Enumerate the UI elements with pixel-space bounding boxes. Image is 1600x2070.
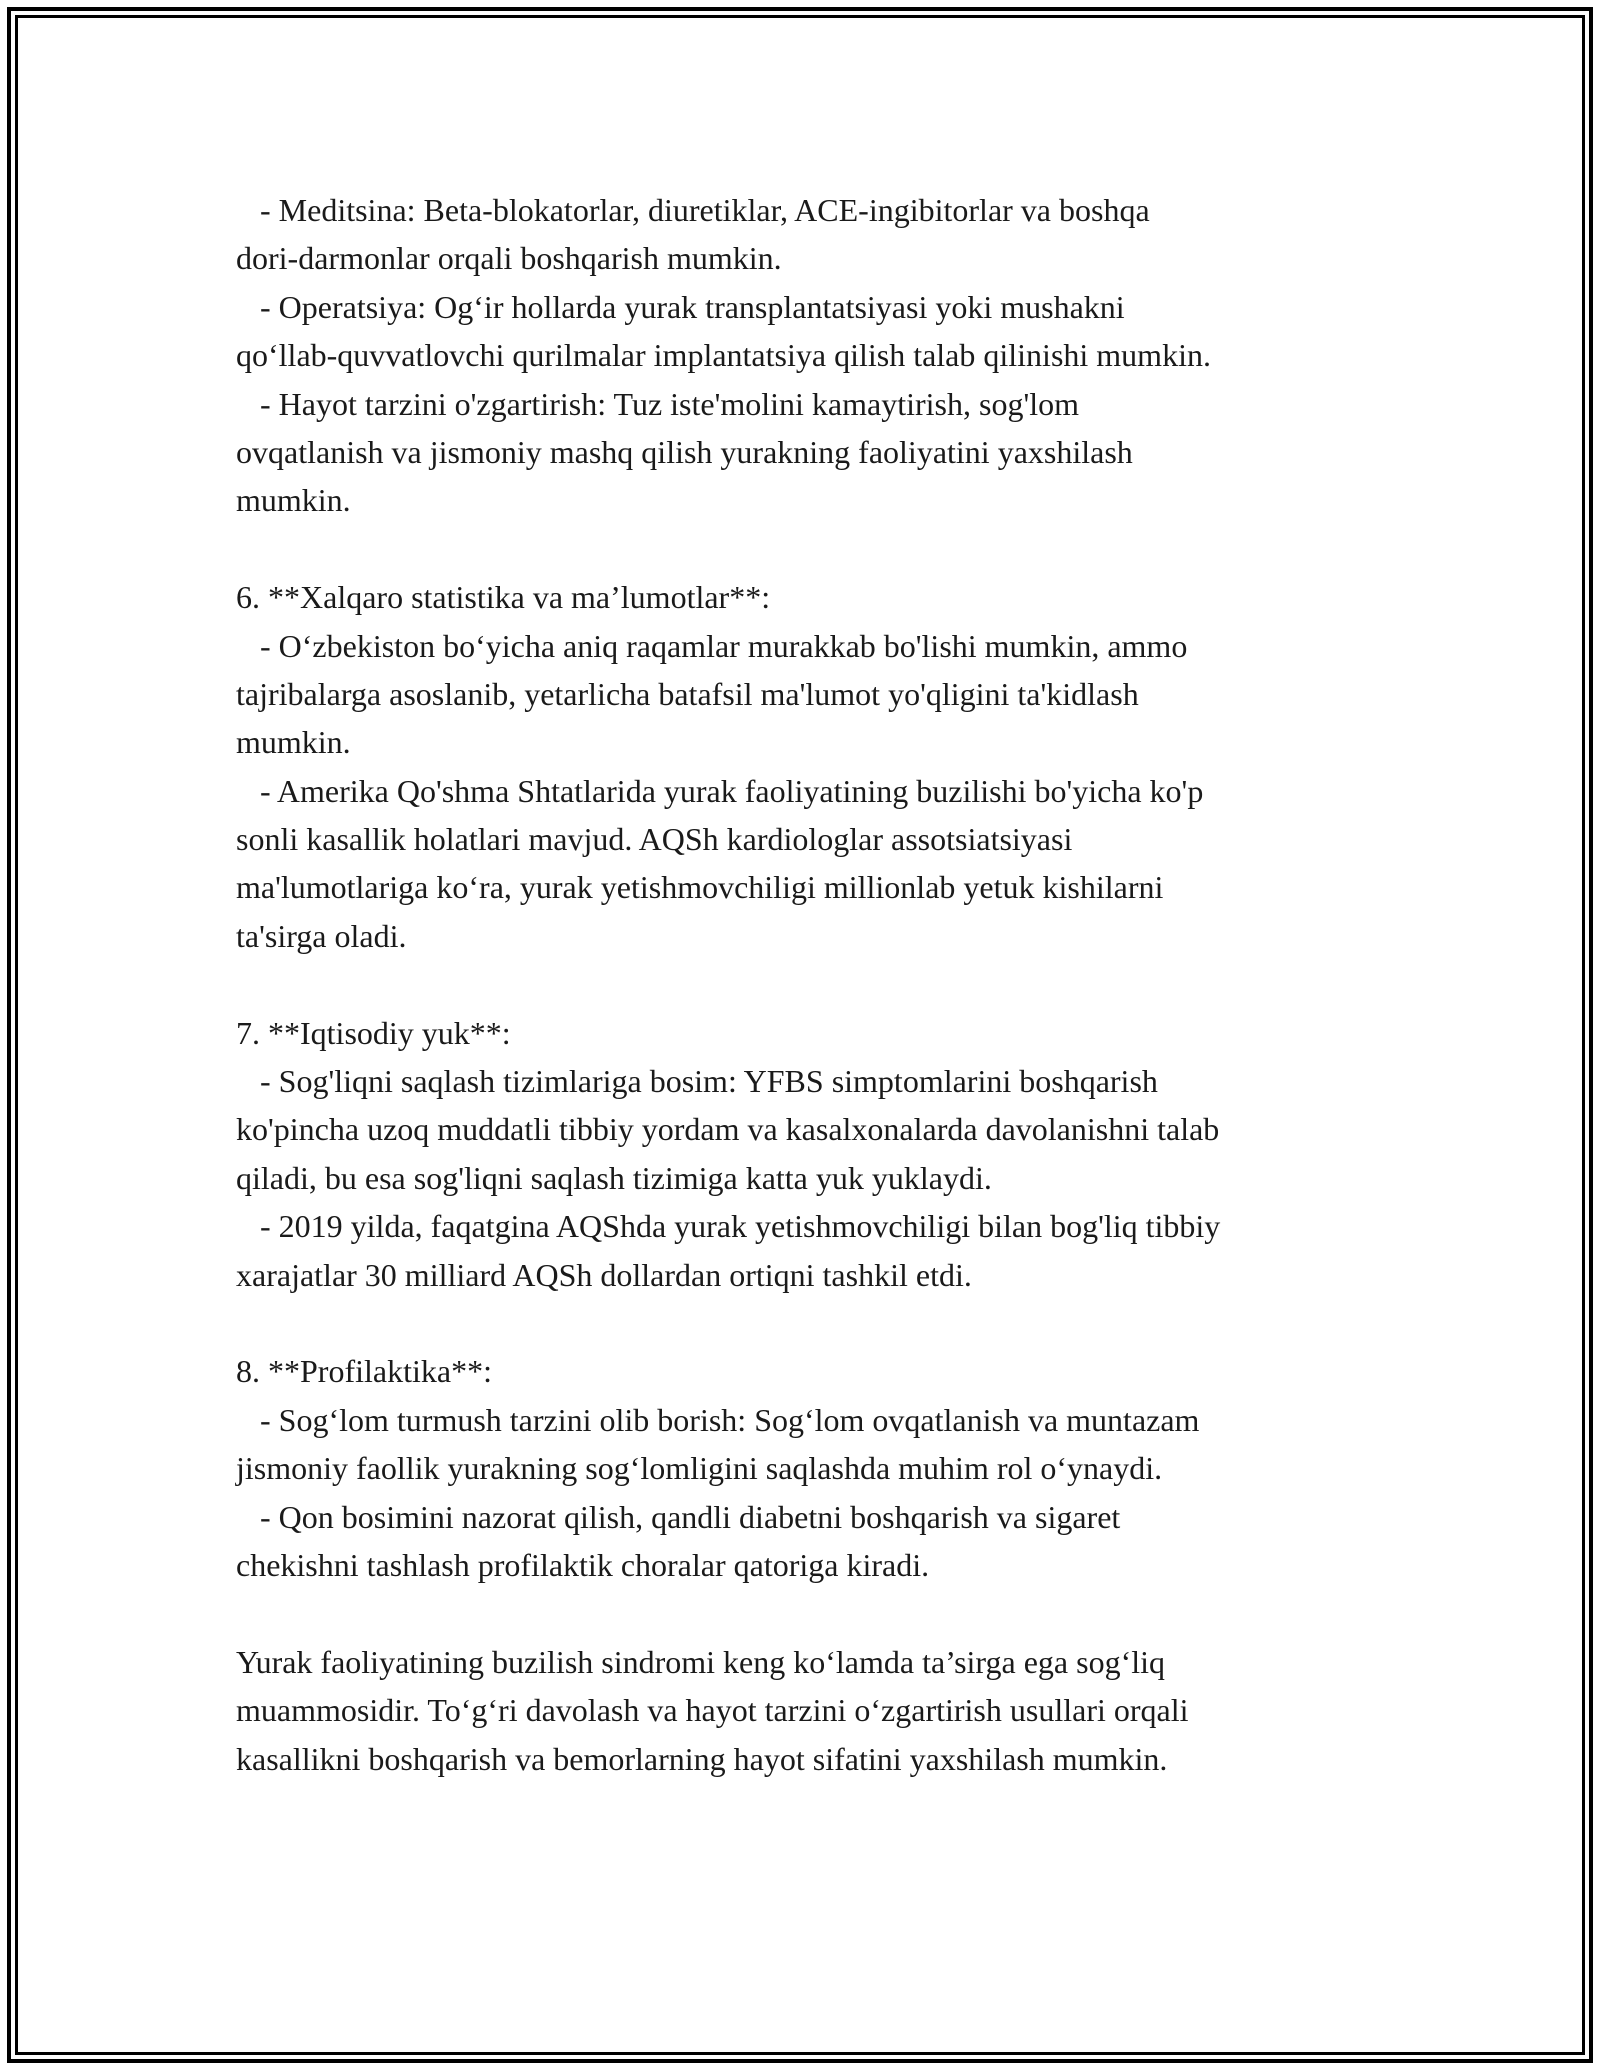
text-line: Yurak faoliyatining buzilish sindromi keng ko‘lamda ta’sirga ega sog‘liq: [236, 1643, 1165, 1680]
text-line: ta'sirga oladi.: [236, 917, 407, 954]
text-line: kasallikni boshqarish va bemorlarning hayot sifatini yaxshilash mumkin.: [236, 1740, 1168, 1777]
text-line: qo‘llab-quvvatlovchi qurilmalar implantatsiya qilish talab qilinishi mumkin.: [236, 337, 1211, 374]
text-line: - 2019 yilda, faqatgina AQShda yurak yetishmovchiligi bilan bog'liq tibbiy: [236, 1208, 1221, 1245]
text-line: ma'lumotlariga ko‘ra, yurak yetishmovchiligi millionlab yetuk kishilarni: [236, 869, 1164, 906]
paragraph-spacer: [236, 1299, 1376, 1347]
paragraph-spacer: [236, 960, 1376, 1008]
text-line: jismoniy faollik yurakning sog‘lomligini saqlashda muhim rol o‘ynaydi.: [236, 1450, 1163, 1487]
text-line: chekishni tashlash profilaktik choralar qatoriga kiradi.: [236, 1546, 930, 1583]
paragraph-spacer: [236, 1589, 1376, 1637]
treatment-medicine-item: [236, 186, 1376, 283]
text-line: - Meditsina: Beta-blokatorlar, diuretiklar, ACE-ingibitorlar va boshqa: [236, 192, 1150, 228]
text-line: xarajatlar 30 milliard AQSh dollardan ortiqni tashkil etdi.: [236, 1256, 972, 1293]
text-line: ko'pincha uzoq muddatli tibbiy yordam va kasalxonalarda davolanishni talab: [236, 1111, 1220, 1148]
text-line: sonli kasallik holatlari mavjud. AQSh kardiologlar assotsiatsiyasi: [236, 821, 1073, 858]
text-line: - Sog‘lom turmush tarzini olib borish: Sog‘lom ovqatlanish va muntazam: [236, 1401, 1200, 1438]
section-heading: 6. **Xalqaro statistika va ma’lumotlar**:: [236, 579, 771, 616]
text-line: - Qon bosimini nazorat qilish, qandli diabetni boshqarish va sigaret: [236, 1498, 1121, 1535]
text-line: qiladi, bu esa sog'liqni saqlash tizimiga katta yuk yuklaydi.: [236, 1159, 992, 1196]
treatment-surgery-item: [236, 283, 1376, 380]
text-line: - Amerika Qo'shma Shtatlarida yurak faoliyatining buzilishi bo'yicha ko'p: [236, 772, 1204, 809]
text-line: - Sog'liqni saqlash tizimlariga bosim: YFBS simptomlarini boshqarish: [236, 1063, 1158, 1100]
document-body: [236, 186, 1376, 1783]
text-line: dori-darmonlar orqali boshqarish mumkin.: [236, 240, 782, 277]
paragraph-spacer: [236, 525, 1376, 573]
treatment-lifestyle-item: [236, 380, 1376, 525]
text-line: mumkin.: [236, 482, 351, 519]
text-line: - Operatsiya: Og‘ir hollarda yurak transplantatsiyasi yoki mushakni: [236, 288, 1125, 325]
text-line: ovqatlanish va jismoniy mashq qilish yurakning faoliyatini yaxshilash: [236, 433, 1133, 470]
section-heading: 7. **Iqtisodiy yuk**:: [236, 1014, 511, 1051]
text-line: - Hayot tarzini o'zgartirish: Tuz iste'molini kamaytirish, sog'lom: [236, 385, 1079, 422]
section-heading: 8. **Profilaktika**:: [236, 1353, 492, 1390]
section-8: [236, 1347, 1376, 1589]
section-6: [236, 573, 1376, 960]
section-7: [236, 1009, 1376, 1299]
text-line: muammosidir. To‘g‘ri davolash va hayot tarzini o‘zgartirish usullari orqali: [236, 1692, 1189, 1729]
text-line: tajribalarga asoslanib, yetarlicha batafsil ma'lumot yo'qligini ta'kidlash: [236, 675, 1139, 712]
conclusion-paragraph: [236, 1638, 1376, 1783]
text-line: mumkin.: [236, 724, 351, 761]
text-line: - O‘zbekiston bo‘yicha aniq raqamlar murakkab bo'lishi mumkin, ammo: [236, 627, 1188, 664]
